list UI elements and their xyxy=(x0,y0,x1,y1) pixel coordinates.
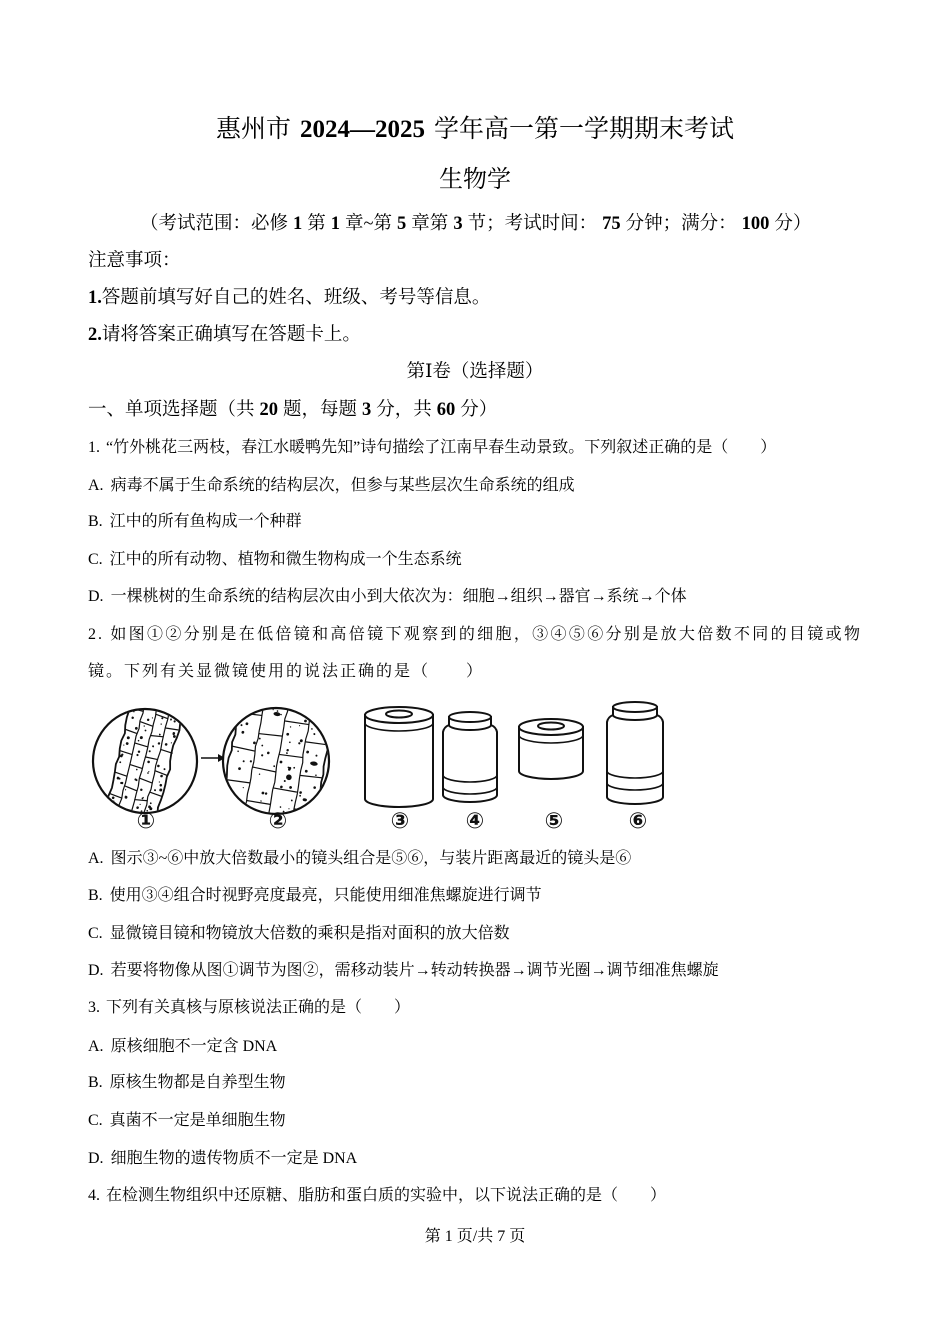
arrow-icon xyxy=(201,754,225,762)
option-text: 病毒不属于生命系统的结构层次，但参与某些层次生命系统的组成 xyxy=(110,477,575,494)
cell-granule-dot xyxy=(228,827,229,828)
scope-text: 分） xyxy=(774,214,812,234)
cell-granule-dot xyxy=(300,836,302,838)
cell-granule-dot xyxy=(231,802,234,805)
cell-granule-dot xyxy=(220,831,221,832)
section-text: 分，共 xyxy=(376,400,432,420)
option-label: A. xyxy=(88,477,104,494)
scope-number: 5 xyxy=(397,214,407,234)
lens-3-eyepiece xyxy=(365,707,433,807)
cell-granule-dot xyxy=(235,840,237,842)
option-label: C. xyxy=(88,1112,103,1129)
cell-granule-dot xyxy=(238,826,241,829)
exam-scope xyxy=(140,209,811,239)
cell-granule-dot xyxy=(299,831,302,834)
question-3 xyxy=(88,993,410,1023)
lens-6-objective xyxy=(607,702,663,804)
cell-granule-dot xyxy=(309,817,311,819)
page-footer: 第 1 页/共 7 页 xyxy=(424,1228,526,1245)
note-item-1 xyxy=(88,283,490,313)
cell-granule-dot xyxy=(148,703,152,707)
scope-text: （考试范围：必修 xyxy=(140,214,289,234)
question-stem: “竹外桃花三两枝，春江水暖鸭先知”诗句描绘了江南早春生动景致。下列叙述正确的是（ ） xyxy=(106,439,777,456)
question-4 xyxy=(88,1181,666,1211)
exam-title xyxy=(0,113,950,147)
cell-granule-dot xyxy=(259,818,261,820)
option-label: D. xyxy=(88,588,104,605)
section-text: 一、单项选择题（共 xyxy=(88,400,255,420)
scope-number: 1 xyxy=(293,214,303,234)
note-text: 请将答案正确填写在答题卡上。 xyxy=(101,325,361,345)
option-text: 一棵桃树的生命系统的结构层次由小到大依次为：细胞→组织→器官→系统→个体 xyxy=(110,588,687,605)
notes-heading: 注意事项： xyxy=(88,251,181,271)
cell-granule-dot xyxy=(263,824,266,827)
cell-granule-dot xyxy=(229,809,232,812)
question-number: 3. xyxy=(88,999,100,1016)
option-text: 细胞生物的遗传物质不一定是 DNA xyxy=(110,1150,358,1167)
q2-option-a xyxy=(88,844,631,874)
figure-label-2: ② xyxy=(268,809,288,834)
option-text: 图示③~⑥中放大倍数最小的镜头组合是⑤⑥，与装片距离最近的镜头是⑥ xyxy=(110,850,632,867)
figure-label-6: ⑥ xyxy=(628,809,648,834)
cell-granule-dot xyxy=(221,824,223,826)
cell-granule-dot xyxy=(124,823,127,826)
volume-heading: 第Ⅰ卷（选择题） xyxy=(406,362,544,382)
q2-option-d xyxy=(88,956,719,986)
cell-granule-dot xyxy=(256,702,258,704)
cell-wall-line xyxy=(220,813,244,817)
cell-granule-dot xyxy=(112,810,115,813)
option-text: 若要将物像从图①调节为图②，需移动装片→转动转换器→调节光圈→调节细准焦螺旋 xyxy=(110,962,719,979)
question-number: 4. xyxy=(88,1187,100,1204)
scope-number: 3 xyxy=(453,214,463,234)
cell-granule-dot xyxy=(227,803,230,806)
scope-number: 1 xyxy=(330,214,341,234)
cell-granule-dot xyxy=(225,819,228,822)
q1-option-d xyxy=(88,582,687,612)
cell-granule-dot xyxy=(111,821,113,823)
scope-number: 100 xyxy=(741,214,770,234)
cell-granule-dot xyxy=(125,822,127,824)
title-years: 2024—2025 xyxy=(300,116,425,143)
q1-option-b xyxy=(88,507,302,537)
note-item-2 xyxy=(88,320,361,350)
cell-wall-line xyxy=(146,699,159,704)
option-text: 真菌不一定是单细胞生物 xyxy=(109,1112,286,1129)
section-text: 分） xyxy=(460,400,498,420)
lens-4-objective xyxy=(443,712,497,802)
question-number: 1. xyxy=(88,439,100,456)
figure-label-5: ⑤ xyxy=(544,809,564,834)
cell-granule-dot xyxy=(324,713,326,715)
option-text: 江中的所有动物、植物和微生物构成一个生态系统 xyxy=(109,551,462,568)
cell-wall-line xyxy=(312,707,334,713)
cell-granule-dot xyxy=(164,709,166,711)
cell-granule-dot xyxy=(135,695,138,697)
lens-5-opening xyxy=(538,723,564,730)
cell-granule-dot xyxy=(132,840,135,843)
option-label: B. xyxy=(88,1074,103,1091)
section-heading xyxy=(88,395,497,425)
cell-wall-line xyxy=(264,699,288,704)
cell-granule-dot xyxy=(128,838,130,840)
option-text: 显微镜目镜和物镜放大倍数的乘积是指对面积的放大倍数 xyxy=(109,925,510,942)
option-label: A. xyxy=(88,850,104,867)
cell-granule-dot xyxy=(329,714,331,716)
scope-text: 第 xyxy=(307,214,326,234)
cell-granule-dot xyxy=(111,822,114,825)
cell-granule-dot xyxy=(104,820,106,822)
option-text: 使用③④组合时视野亮度最亮，只能使用细准焦螺旋进行调节 xyxy=(109,887,542,904)
option-text: 江中的所有鱼构成一个种群 xyxy=(109,513,302,530)
cell-granule-dot xyxy=(163,697,166,700)
title-rest: 学年高一第一学期期末考试 xyxy=(434,116,735,143)
cell-nucleus xyxy=(252,818,259,822)
figure-label-3: ③ xyxy=(390,809,410,834)
option-text: 原核细胞不一定含 DNA xyxy=(110,1038,278,1055)
section-number: 20 xyxy=(259,400,279,420)
q3-option-d xyxy=(88,1144,357,1174)
section-number: 3 xyxy=(362,400,372,420)
option-label: A. xyxy=(88,1038,104,1055)
note-number: 1. xyxy=(88,288,102,308)
cell-granule-dot xyxy=(174,710,177,713)
question-stem: 在检测生物组织中还原糖、脂肪和蛋白质的实验中，以下说法正确的是（ ） xyxy=(106,1187,667,1204)
cell-granule-dot xyxy=(297,811,300,814)
question-2 xyxy=(88,616,862,690)
q3-option-b xyxy=(88,1068,286,1098)
cell-wall-line xyxy=(171,707,184,711)
scope-number: 75 xyxy=(602,214,621,234)
cell-granule-dot xyxy=(324,726,326,728)
cell-wall-line xyxy=(104,815,117,818)
lens-3-opening xyxy=(386,711,412,718)
cell-granule-dot xyxy=(245,826,248,829)
cell-granule-dot xyxy=(228,801,231,804)
option-label: D. xyxy=(88,1150,104,1167)
section-text: 题，每题 xyxy=(283,400,358,420)
q2-option-c xyxy=(88,919,510,949)
cell-granule-dot xyxy=(103,828,106,831)
note-number: 2. xyxy=(88,325,102,345)
figure-label-4: ④ xyxy=(465,809,485,834)
lens-6-top xyxy=(613,702,657,712)
cell-granule-dot xyxy=(249,819,252,822)
option-text: 原核生物都是自养型生物 xyxy=(109,1074,286,1091)
q3-option-a xyxy=(88,1032,277,1062)
scope-text: 章第 xyxy=(411,214,449,234)
q1-option-a xyxy=(88,471,575,501)
question-stem: 下列有关真核与原核说法正确的是（ ） xyxy=(106,999,411,1016)
microscope-figure xyxy=(88,695,673,845)
cell-granule-dot xyxy=(107,807,109,809)
cell-granule-dot xyxy=(124,810,126,812)
cell-granule-dot xyxy=(262,830,264,832)
cell-granule-dot xyxy=(249,816,251,818)
cell-granule-dot xyxy=(229,804,232,807)
q3-option-c xyxy=(88,1106,286,1136)
figure-label-1: ① xyxy=(136,809,156,834)
cell-granule-dot xyxy=(140,701,142,703)
cell-granule-dot xyxy=(140,697,143,700)
lens-5-eyepiece xyxy=(519,719,583,779)
cell-granule-dot xyxy=(250,809,252,811)
cell-granule-dot xyxy=(141,700,144,703)
cell-granule-dot xyxy=(106,821,109,824)
cell-granule-dot xyxy=(246,829,247,830)
cell-granule-dot xyxy=(133,818,136,821)
question-stem: 如图①②分别是在低倍镜和高倍镜下观察到的细胞，③④⑤⑥分别是放大倍数不同的目镜或物镜。下列有关显微镜使用的说法正确的是（ ） xyxy=(88,626,862,680)
q1-option-c xyxy=(88,545,462,575)
cell-granule-dot xyxy=(282,836,285,839)
cell-granule-dot xyxy=(294,823,297,826)
scope-text: 分钟；满分： xyxy=(625,214,737,234)
cell-wall-line xyxy=(160,695,173,698)
option-label: B. xyxy=(88,513,103,530)
cell-granule-dot xyxy=(163,699,166,702)
scope-text: 章~第 xyxy=(345,214,393,234)
cell-granule-dot xyxy=(169,697,172,700)
lens-4-top xyxy=(449,712,491,722)
cell-nucleus xyxy=(246,696,254,702)
cell-granule-dot xyxy=(108,808,111,811)
cell-granule-dot xyxy=(138,698,141,701)
lens-4-body xyxy=(443,725,497,802)
title-city: 惠州市 xyxy=(215,116,291,143)
exam-subject: 生物学 xyxy=(439,167,511,193)
question-number: 2. xyxy=(88,626,104,643)
cell-granule-dot xyxy=(228,793,231,796)
q2-option-b xyxy=(88,881,542,911)
scope-text: 节；考试时间： xyxy=(467,214,598,234)
question-1 xyxy=(88,433,776,463)
cell-granule-dot xyxy=(161,695,164,697)
cell-granule-dot xyxy=(120,816,123,819)
option-label: D. xyxy=(88,962,104,979)
option-label: C. xyxy=(88,551,103,568)
section-number: 60 xyxy=(436,400,456,420)
option-label: C. xyxy=(88,925,103,942)
note-text: 答题前填写好自己的姓名、班级、考号等信息。 xyxy=(101,288,491,308)
option-label: B. xyxy=(88,887,103,904)
